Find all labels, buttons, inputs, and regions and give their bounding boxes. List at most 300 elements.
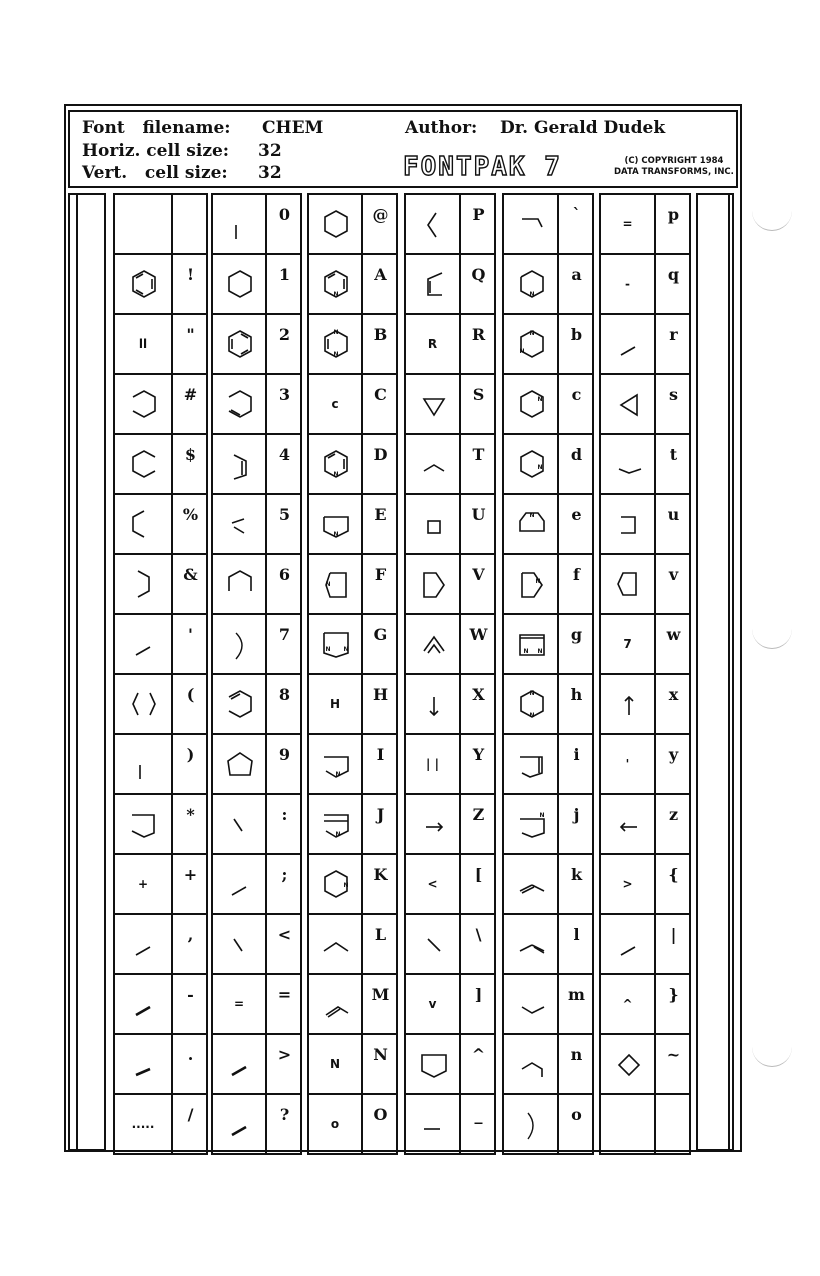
char-label: ~: [666, 1045, 681, 1064]
char-cell: [559, 735, 594, 795]
glyph-hex-n2: [512, 445, 552, 485]
glyph-cell: [213, 555, 267, 615]
char-cell: [656, 375, 691, 435]
char-label: d: [570, 445, 583, 464]
glyph-cell: [406, 915, 461, 975]
glyph-arrow-l: [609, 805, 649, 845]
glyph-text: .....: [131, 1117, 155, 1131]
char-cell: [656, 915, 691, 975]
glyph-column-2: [211, 193, 302, 1155]
char-label: G: [373, 625, 388, 644]
glyph-arc: [414, 445, 454, 485]
glyph-piperazine: [512, 325, 552, 365]
char-cell: [267, 1095, 302, 1155]
glyph-cell: [115, 435, 173, 495]
char-cell: [559, 195, 594, 255]
glyph-cell: [309, 315, 363, 375]
char-cell: [267, 675, 302, 735]
char-label: `: [572, 205, 581, 224]
char-label: <: [277, 925, 292, 944]
glyph-backslash-s: [414, 925, 454, 965]
char-label: U: [471, 505, 486, 524]
char-label: $: [184, 445, 197, 464]
glyph-caret: [316, 925, 356, 965]
glyph-cell: [309, 1095, 363, 1155]
glyph-cell: [213, 615, 267, 675]
glyph-text: >: [622, 877, 633, 891]
glyph-text: <: [427, 877, 438, 891]
glyph-cell: [601, 855, 656, 915]
glyph-cell: [406, 375, 461, 435]
char-cell: [173, 675, 208, 735]
font-filename: CHEM: [262, 118, 324, 138]
glyph-text: R: [427, 337, 438, 351]
glyph-arrow-d: [414, 685, 454, 725]
char-label: \: [475, 925, 482, 944]
char-label: *: [186, 805, 195, 824]
char-cell: [656, 315, 691, 375]
horiz-size-label: Horiz. cell size:: [82, 141, 230, 161]
char-cell: [461, 675, 496, 735]
glyph-text: ^: [622, 997, 633, 1011]
glyph-text: =: [622, 217, 633, 231]
char-label: C: [374, 385, 387, 404]
glyph-hex-l: [609, 565, 649, 605]
glyph-cell: [115, 315, 173, 375]
glyph-cell: [504, 315, 559, 375]
glyph-cell: [601, 1035, 656, 1095]
glyph-triangle-d: [414, 385, 454, 425]
copyright-line2: DATA TRANSFORMS, INC.: [614, 167, 734, 177]
glyph-cell: [309, 615, 363, 675]
glyph-cell: [601, 915, 656, 975]
glyph-cell: [504, 915, 559, 975]
glyph-cell: [115, 255, 173, 315]
char-label: g: [570, 625, 583, 644]
glyph-arrow-u: [609, 685, 649, 725]
svg-text:N: N: [518, 348, 525, 355]
glyph-cell: [504, 855, 559, 915]
glyph-cell: [115, 855, 173, 915]
glyph-cell: [504, 975, 559, 1035]
glyph-cell: [115, 975, 173, 1035]
glyph-cell: [213, 315, 267, 375]
char-label: 9: [278, 745, 291, 764]
char-cell: [363, 195, 398, 255]
glyph-cell: [601, 675, 656, 735]
char-cell: [173, 495, 208, 555]
glyph-cell: [601, 375, 656, 435]
char-cell: [267, 195, 302, 255]
glyph-hex-dbl: [220, 685, 260, 725]
svg-text:N: N: [538, 812, 545, 819]
char-cell: [363, 915, 398, 975]
glyph-cell: [504, 1095, 559, 1155]
svg-text:N: N: [333, 351, 339, 358]
glyph-backslash: [220, 925, 260, 965]
svg-text:N: N: [335, 831, 341, 838]
glyph-pent-rn: [512, 565, 552, 605]
char-label: E: [374, 505, 387, 524]
char-cell: [363, 795, 398, 855]
glyph-cell: [601, 555, 656, 615]
char-cell: [363, 255, 398, 315]
glyph-cell: [115, 375, 173, 435]
char-cell: [656, 735, 691, 795]
glyph-benzene2: [220, 325, 260, 365]
glyph-cell: [601, 255, 656, 315]
glyph-cell: [115, 495, 173, 555]
char-cell: [267, 315, 302, 375]
char-label: _: [474, 1105, 483, 1124]
glyph-vee: [512, 985, 552, 1025]
char-cell: [461, 975, 496, 1035]
glyph-cell: [213, 1095, 267, 1155]
glyph-cell: [406, 735, 461, 795]
glyph-arrow-r: [414, 805, 454, 845]
svg-text:N: N: [536, 464, 543, 471]
char-cell: [173, 1095, 208, 1155]
char-label: X: [472, 685, 485, 704]
char-cell: [656, 1095, 691, 1155]
glyph-slash-s: [124, 625, 164, 665]
glyph-cell: [115, 195, 173, 255]
glyph-cell: [406, 255, 461, 315]
char-cell: [267, 915, 302, 975]
char-label: ^: [471, 1045, 486, 1064]
char-label: Z: [472, 805, 485, 824]
char-cell: [363, 555, 398, 615]
char-label: q: [667, 265, 680, 284]
char-cell: [173, 915, 208, 975]
glyph-cell: [601, 195, 656, 255]
glyph-hex-open-r: [124, 385, 164, 425]
char-cell: [267, 255, 302, 315]
glyph-cell: [309, 435, 363, 495]
char-label: =: [277, 985, 292, 1004]
char-label: Y: [472, 745, 485, 764]
char-label: t: [669, 445, 678, 464]
char-cell: [267, 555, 302, 615]
glyph-cell: [406, 615, 461, 675]
char-cell: [363, 1095, 398, 1155]
char-label: w: [666, 625, 681, 644]
glyph-cell: [309, 675, 363, 735]
svg-text:N: N: [333, 291, 339, 298]
char-cell: [267, 975, 302, 1035]
char-cell: [559, 615, 594, 675]
char-cell: [363, 315, 398, 375]
glyph-backslash: [220, 805, 260, 845]
char-label: b: [570, 325, 583, 344]
glyph-cell: [309, 375, 363, 435]
glyph-column-1: [113, 193, 208, 1155]
char-label: n: [570, 1045, 583, 1064]
char-cell: [559, 495, 594, 555]
char-label: I: [376, 745, 385, 764]
glyph-cell: [504, 495, 559, 555]
char-cell: [267, 795, 302, 855]
char-label: A: [374, 265, 387, 284]
glyph-cell: [504, 675, 559, 735]
glyph-cell: [309, 1035, 363, 1095]
char-cell: [267, 735, 302, 795]
char-label: ,: [187, 925, 194, 944]
author-name: Dr. Gerald Dudek: [500, 118, 666, 138]
char-label: 7: [278, 625, 291, 644]
char-cell: [559, 375, 594, 435]
char-cell: [173, 855, 208, 915]
char-cell: [559, 1095, 594, 1155]
vert-size-value: 32: [258, 163, 282, 183]
char-cell: [656, 435, 691, 495]
glyph-text: o: [330, 1117, 340, 1131]
glyph-cell: [504, 555, 559, 615]
copyright-notice: [614, 156, 734, 178]
svg-text:N: N: [536, 396, 543, 403]
glyph-pent-n: [512, 505, 552, 545]
fontpak-logo: FONTPAK 7: [403, 152, 562, 182]
char-label: r: [669, 325, 678, 344]
char-cell: [363, 615, 398, 675]
glyph-square: [414, 505, 454, 545]
svg-text:N: N: [528, 690, 535, 697]
char-label: s: [668, 385, 678, 404]
char-label: ): [186, 745, 195, 764]
glyph-dash-d: [220, 1105, 260, 1145]
glyph-hexagon: [316, 205, 356, 245]
char-label: O: [373, 1105, 388, 1124]
svg-text:N: N: [528, 291, 535, 298]
char-label: i: [573, 745, 580, 764]
glyph-slash-s: [124, 925, 164, 965]
glyph-arc-u: [609, 445, 649, 485]
glyph-cell: [309, 855, 363, 915]
glyph-column-4: [404, 193, 496, 1155]
char-label: c: [571, 385, 582, 404]
char-cell: [461, 435, 496, 495]
glyph-cell: [406, 495, 461, 555]
glyph-pent-r: [414, 565, 454, 605]
char-label: m: [568, 985, 585, 1004]
svg-text:N: N: [343, 882, 349, 889]
vert-size-label: Vert. cell size:: [82, 163, 228, 183]
glyph-imid2: [512, 625, 552, 665]
glyph-text: =: [233, 997, 245, 1011]
svg-text:N: N: [325, 646, 331, 653]
glyph-cell: [213, 675, 267, 735]
glyph-cell: [504, 195, 559, 255]
glyph-text: c: [331, 397, 339, 411]
char-label: Q: [471, 265, 486, 284]
char-label: W: [469, 625, 488, 644]
char-cell: [656, 555, 691, 615]
char-cell: [267, 435, 302, 495]
char-cell: [363, 675, 398, 735]
char-label: e: [571, 505, 582, 524]
glyph-cell: [213, 975, 267, 1035]
char-cell: [656, 675, 691, 735]
char-label: #: [183, 385, 198, 404]
glyph-cell: [309, 735, 363, 795]
glyph-cell: [213, 1035, 267, 1095]
right-margin-bar: [696, 193, 734, 1151]
char-cell: [559, 915, 594, 975]
char-label: |: [670, 925, 677, 944]
glyph-dash-d: [220, 1045, 260, 1085]
char-label: 5: [278, 505, 291, 524]
char-cell: [173, 195, 208, 255]
char-label: %: [182, 505, 199, 524]
glyph-cell: [213, 375, 267, 435]
glyph-angle-l: [414, 205, 454, 245]
glyph-cell: [406, 675, 461, 735]
char-label: H: [372, 685, 389, 704]
glyph-piperidine: [316, 865, 356, 905]
glyph-cell: [601, 1095, 656, 1155]
char-label: (: [186, 685, 195, 704]
char-label: ": [186, 325, 195, 344]
glyph-cell: [406, 435, 461, 495]
glyph-dash-d: [124, 985, 164, 1025]
char-cell: [363, 375, 398, 435]
glyph-hex-open-l: [124, 445, 164, 485]
glyph-pyrrole-l: [316, 565, 356, 605]
char-cell: [559, 795, 594, 855]
char-cell: [559, 315, 594, 375]
glyph-cell: [115, 555, 173, 615]
glyph-slash-s: [609, 925, 649, 965]
char-cell: [656, 255, 691, 315]
glyph-cell: [601, 315, 656, 375]
char-label: a: [571, 265, 582, 284]
char-cell: [173, 255, 208, 315]
glyph-slash-s: [220, 865, 260, 905]
glyph-pyridine: [316, 265, 356, 305]
char-label: u: [667, 505, 680, 524]
glyph-ring-bond: [220, 445, 260, 485]
char-label: /: [187, 1105, 194, 1124]
glyph-bracket-l: [124, 505, 164, 545]
char-label: z: [668, 805, 679, 824]
char-cell: [173, 1035, 208, 1095]
svg-text:N: N: [534, 578, 541, 585]
svg-text:N: N: [528, 712, 535, 719]
glyph-vline: [220, 205, 260, 245]
left-margin-bar: [68, 193, 106, 1151]
char-label: L: [374, 925, 387, 944]
glyph-column-5: [502, 193, 594, 1155]
char-cell: [461, 1095, 496, 1155]
glyph-paren: [220, 625, 260, 665]
glyph-bracket-sq: [609, 505, 649, 545]
glyph-cell: [309, 915, 363, 975]
svg-text:N: N: [343, 646, 349, 653]
glyph-cell: [504, 435, 559, 495]
glyph-text: 7: [623, 637, 632, 651]
glyph-cell: [601, 735, 656, 795]
char-cell: [461, 915, 496, 975]
char-label: {: [668, 865, 679, 884]
char-cell: [559, 555, 594, 615]
glyph-cell: [504, 795, 559, 855]
glyph-cell: [601, 435, 656, 495]
glyph-paren-r: [512, 1105, 552, 1145]
char-cell: [173, 555, 208, 615]
glyph-angle-r: [512, 205, 552, 245]
glyph-slash-s: [609, 325, 649, 365]
char-cell: [461, 735, 496, 795]
char-cell: [461, 195, 496, 255]
glyph-pyrrole-b: [316, 745, 356, 785]
glyph-cell: [504, 615, 559, 675]
char-label: 6: [278, 565, 291, 584]
char-cell: [461, 495, 496, 555]
glyph-kink: [512, 1045, 552, 1085]
glyph-cell: [504, 735, 559, 795]
char-cell: [559, 675, 594, 735]
glyph-hexagon: [220, 265, 260, 305]
char-cell: [363, 495, 398, 555]
glyph-cell: [115, 1035, 173, 1095]
glyph-cell: [115, 735, 173, 795]
char-label: l: [573, 925, 580, 944]
glyph-ene: [316, 985, 356, 1025]
glyph-benzene: [124, 265, 164, 305]
glyph-cell: [406, 795, 461, 855]
glyph-hex-n: [512, 385, 552, 425]
glyph-cell: [601, 495, 656, 555]
glyph-pent-l: [124, 805, 164, 845]
glyph-vline: [124, 745, 164, 785]
char-cell: [173, 435, 208, 495]
char-label: ;: [281, 865, 288, 884]
glyph-cell: [406, 315, 461, 375]
char-label: f: [573, 565, 580, 584]
char-label: 2: [278, 325, 291, 344]
glyph-cell: [213, 735, 267, 795]
char-label: &: [183, 565, 198, 584]
glyph-cell: [406, 1035, 461, 1095]
svg-text:N: N: [528, 330, 535, 337]
char-cell: [267, 375, 302, 435]
glyph-cell: [504, 375, 559, 435]
char-label: 0: [278, 205, 291, 224]
glyph-pyrrole: [316, 505, 356, 545]
char-cell: [363, 435, 398, 495]
svg-text:N: N: [325, 581, 331, 588]
char-cell: [173, 615, 208, 675]
svg-text:N: N: [536, 648, 543, 655]
horiz-size-value: 32: [258, 141, 282, 161]
font-filename-label: Font filename:: [82, 118, 231, 138]
char-label: P: [472, 205, 485, 224]
char-cell: [461, 255, 496, 315]
svg-text:N: N: [333, 471, 339, 478]
glyph-pent: [220, 745, 260, 785]
char-label: N: [373, 1045, 388, 1064]
glyph-cell: [115, 675, 173, 735]
glyph-pyridine: [316, 445, 356, 485]
svg-text:N: N: [333, 329, 339, 336]
char-label: R: [471, 325, 486, 344]
char-cell: [363, 1035, 398, 1095]
svg-text:N: N: [335, 771, 341, 778]
glyph-cell: [504, 1035, 559, 1095]
char-label: :: [281, 805, 288, 824]
glyph-cell: [115, 615, 173, 675]
char-label: j: [573, 805, 580, 824]
